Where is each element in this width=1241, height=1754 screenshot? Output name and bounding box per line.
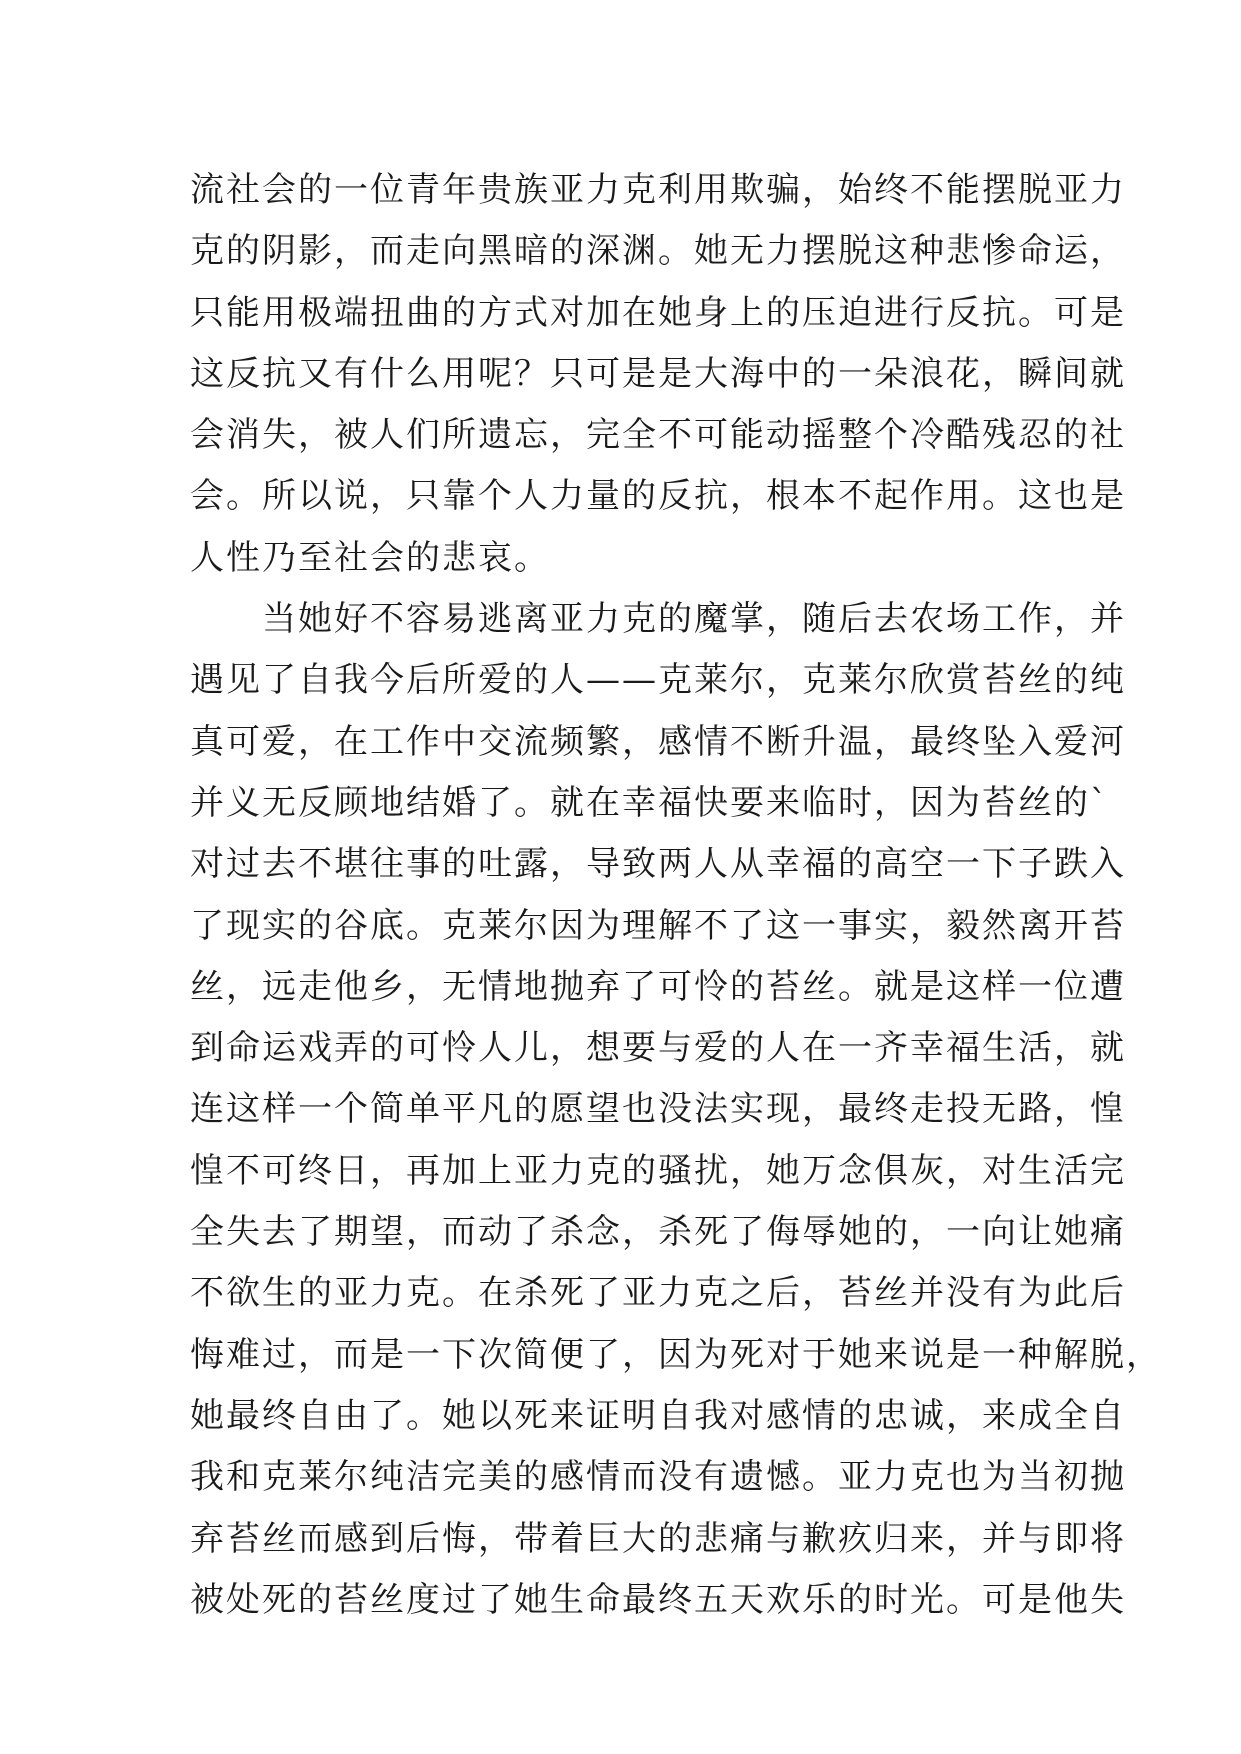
text-line: 人性乃至社会的悲哀。 xyxy=(190,537,550,578)
text-line: 会消失，被人们所遗忘，完全不可能动摇整个冷酷残忍的社 xyxy=(190,415,1126,456)
text-line: 流社会的一位青年贵族亚力克利用欺骗，始终不能摆脱亚力 xyxy=(190,170,1126,210)
text-line: 真可爱，在工作中交流频繁，感情不断升温，最终坠入爱河 xyxy=(190,721,1126,762)
text-line: 连这样一个简单平凡的愿望也没法实现，最终走投无路，惶 xyxy=(190,1089,1126,1130)
text-line: 只能用极端扭曲的方式对加在她身上的压迫进行反抗。可是 xyxy=(190,292,1126,333)
text-line: 丝，远走他乡，无情地抛弃了可怜的苔丝。就是这样一位遭 xyxy=(190,966,1126,1007)
text-line: 不欲生的亚力克。在杀死了亚力克之后，苔丝并没有为此后 xyxy=(190,1273,1126,1314)
text-line: 对过去不堪往事的吐露，导致两人从幸福的高空一下子跌入 xyxy=(190,844,1126,885)
text-line: 了现实的谷底。克莱尔因为理解不了这一事实，毅然离开苔 xyxy=(190,905,1126,946)
text-line: 会。所以说，只靠个人力量的反抗，根本不起作用。这也是 xyxy=(190,476,1126,517)
text-line: 她最终自由了。她以死来证明自我对感情的忠诚，来成全自 xyxy=(190,1395,1126,1436)
text-line: 遇见了自我今后所爱的人——克莱尔，克莱尔欣赏苔丝的纯 xyxy=(190,660,1126,701)
text-line: 悔难过，而是一下次简便了，因为死对于她来说是一种解脱， xyxy=(190,1334,1162,1375)
text-line: 并义无反顾地结婚了。就在幸福快要来临时，因为苔丝的` xyxy=(190,782,1109,823)
text-line: 全失去了期望，而动了杀念，杀死了侮辱她的，一向让她痛 xyxy=(190,1212,1126,1253)
text-line: 我和克莱尔纯洁完美的感情而没有遗憾。亚力克也为当初抛 xyxy=(190,1457,1126,1498)
text-line: 当她好不容易逃离亚力克的魔掌，随后去农场工作，并 xyxy=(190,599,1126,640)
text-line: 克的阴影，而走向黑暗的深渊。她无力摆脱这种悲惨命运， xyxy=(190,231,1126,272)
text-line: 到命运戏弄的可怜人儿，想要与爱的人在一齐幸福生活，就 xyxy=(190,1028,1126,1069)
text-line: 惶不可终日，再加上亚力克的骚扰，她万念俱灰，对生活完 xyxy=(190,1150,1126,1191)
text-line: 这反抗又有什么用呢？只可是是大海中的一朵浪花，瞬间就 xyxy=(190,353,1126,394)
text-line: 弃苔丝而感到后悔，带着巨大的悲痛与歉疚归来，并与即将 xyxy=(190,1518,1126,1559)
text-line: 被处死的苔丝度过了她生命最终五天欢乐的时光。可是他失 xyxy=(190,1579,1126,1620)
body-text xyxy=(190,160,1162,1631)
